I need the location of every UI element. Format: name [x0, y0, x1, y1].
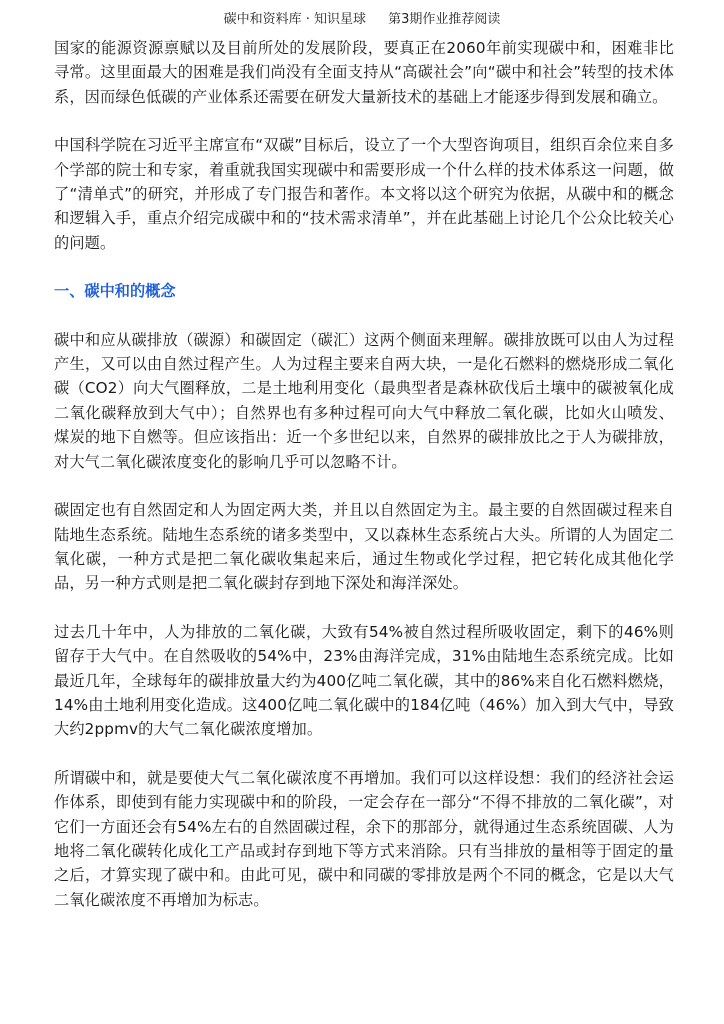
paragraph-1: 国家的能源资源禀赋以及目前所处的发展阶段，要真正在2060年前实现碳中和，困难非比寻常。这里面最大的困难是我们尚没有全面支持从“高碳社会”向“碳中和社会”转型的技术体系，因而绿色低碳的产业体系还需要在研发大量新技术的基础上才能逐步得到发展和确立。: [54, 39, 674, 106]
header-title: 第3期作业推荐阅读: [388, 12, 501, 27]
paragraph-2: 中国科学院在习近平主席宣布“双碳”目标后，设立了一个大型咨询项目，组织百余位来自多个学部的院士和专家，着重就我国实现碳中和需要形成一个什么样的技术体系这一问题，做了“清单式”的研究，并形成了专门报告和著作。本文将以这个研究为依据，从碳中和的概念和逻辑入手，重点介绍完成碳中和的“技术需求清单”，并在此基础上讨论几个公众比较关心的问题。: [54, 136, 674, 252]
paragraph-5: 过去几十年中，人为排放的二氧化碳，大致有54%被自然过程所吸收固定，剩下的46%则留存于大气中。在自然吸收的54%中，23%由海洋完成，31%由陆地生态系统完成。比如最近几年，全球每年的碳排放量大约为400亿吨二氧化碳，其中的86%来自化石燃料燃烧，14%由土地利用变化造成。这400亿吨二氧化碳中的184亿吨（46%）加入到大气中，导致大约2ppmv的大气二氧化碳浓度增加。: [54, 622, 674, 739]
article-body: [54, 36, 674, 936]
paragraph-4: 碳固定也有自然固定和人为固定两大类，并且以自然固定为主。最主要的自然固碳过程来自陆地生态系统。陆地生态系统的诸多类型中，又以森林生态系统占大头。所谓的人为固定二氧化碳，一种方式是把二氧化碳收集起来后，通过生物或化学过程，把它转化成其他化学品，另一种方式则是把二氧化碳封存到地下深处和海洋深处。: [54, 501, 674, 593]
section-heading-carbon-neutrality-concept: 一、碳中和的概念: [54, 282, 176, 301]
header-source: 碳中和资料库 · 知识星球: [223, 12, 367, 27]
paragraph-6: 所谓碳中和，就是要使大气二氧化碳浓度不再增加。我们可以这样设想：我们的经济社会运作体系，即使到有能力实现碳中和的阶段，一定会存在一部分“不得不排放的二氧化碳”，对它们一方面还会有54%左右的自然固碳过程，余下的那部分，就得通过生态系统固碳、人为地将二氧化碳转化成化工产品或封存到地下等方式来消除。只有当排放的量相等于固定的量之后，才算实现了碳中和。由此可见，碳中和同碳的零排放是两个不同的概念，它是以大气二氧化碳浓度不再增加为标志。: [54, 768, 674, 909]
page-header: [0, 10, 724, 30]
paragraph-3: 碳中和应从碳排放（碳源）和碳固定（碳汇）这两个侧面来理解。碳排放既可以由人为过程产生，又可以由自然过程产生。人为过程主要来自两大块，一是化石燃料的燃烧形成二氧化碳（CO2）向大气圈释放，二是土地利用变化（最典型者是森林砍伐后土壤中的碳被氧化成二氧化碳释放到大气中）；自然界也有多种过程可向大气中释放二氧化碳，比如火山喷发、煤炭的地下自燃等。但应该指出：近一个多世纪以来，自然界的碳排放比之于人为碳排放，对大气二氧化碳浓度变化的影响几乎可以忽略不计。: [54, 330, 674, 471]
